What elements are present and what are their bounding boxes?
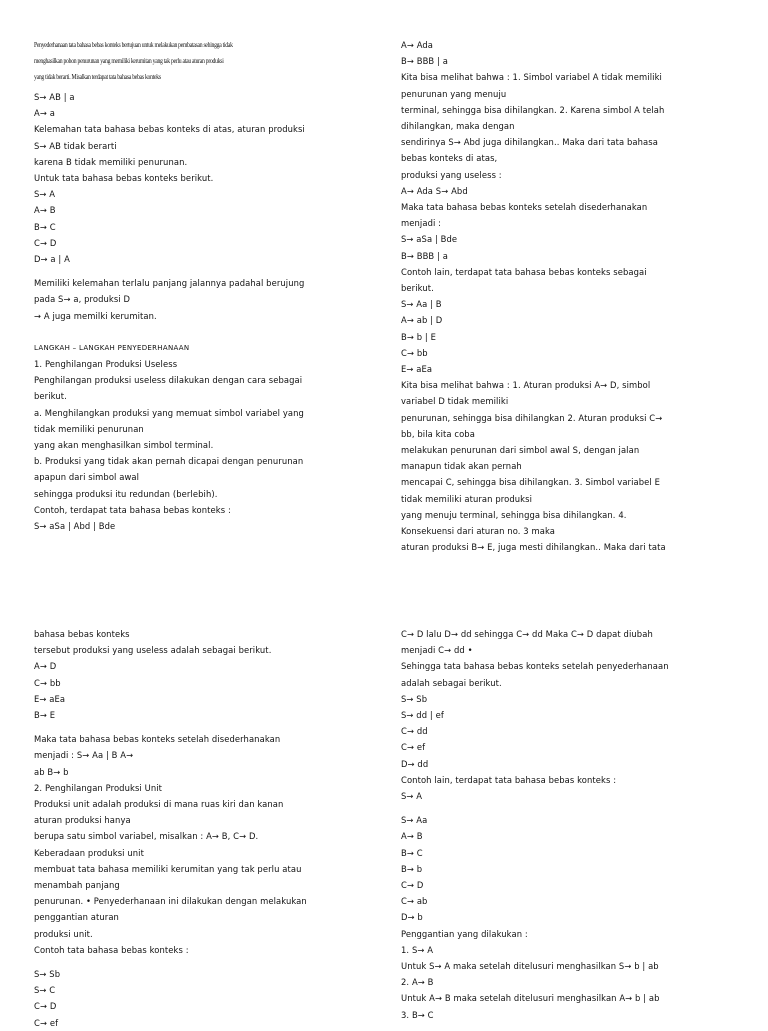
text-line: a. Menghilangkan produksi yang memuat simbol variabel yang xyxy=(34,407,304,418)
column-bottom-right xyxy=(401,626,669,1023)
text-line: B→ E xyxy=(34,710,56,721)
spacer xyxy=(34,958,307,966)
text-line: melakukan penurunan dari simbol awal S, dengan jalan xyxy=(401,445,640,456)
text-line: membuat tata bahasa memiliki kerumitan yang tak perlu atau xyxy=(34,863,302,874)
text-line: Maka tata bahasa bebas konteks setelah disederhanakan xyxy=(34,734,281,745)
text-line: yang akan menghasilkan simbol terminal. xyxy=(34,440,214,451)
text-line: Penghilangan produksi useless dilakukan dengan cara sebagai xyxy=(34,375,303,386)
text-line: 2. A→ B xyxy=(401,977,434,988)
text-line: Konsekuensi dari aturan no. 3 maka xyxy=(401,526,556,537)
text-line: penurunan yang menuju xyxy=(401,88,507,99)
text-line: Contoh lain, terdapat tata bahasa bebas konteks sebagai xyxy=(401,266,647,277)
text-line: B→ b xyxy=(401,863,423,874)
text-line: tidak memiliki penurunan xyxy=(34,423,144,434)
text-line: adalah sebagai berikut. xyxy=(401,677,502,688)
spacer xyxy=(34,324,305,332)
intro-line: Penyederhanaan tata bahasa bebas konteks bertujuan untuk melakukan pembatasan sehingga tidak xyxy=(34,40,233,49)
text-line: 3. B→ C xyxy=(401,1009,434,1020)
spacer xyxy=(34,723,307,731)
text-line: C→ D xyxy=(34,1001,57,1012)
text-line: C→ D xyxy=(401,880,424,891)
text-line: bahasa bebas konteks xyxy=(34,629,130,639)
text-line: A→ B xyxy=(401,831,423,842)
text-line: B→ C xyxy=(34,221,56,232)
text-line: A→ D xyxy=(34,661,57,672)
text-line: Produksi unit adalah produksi di mana ruas kiri dan kanan xyxy=(34,799,284,810)
text-line: manapun tidak akan pernah xyxy=(401,461,522,472)
text-line: A→ a xyxy=(34,108,55,119)
text-line: terminal, sehingga bisa dihilangkan. 2. Karena simbol A telah xyxy=(401,104,665,115)
intro-line: yang tidak berarti. Misalkan terdapat tata bahasa bebas konteks xyxy=(34,72,161,81)
text-line: B→ b | E xyxy=(401,331,436,342)
text-line: A→ B xyxy=(34,205,56,216)
text-line: 1. Penghilangan Produksi Useless xyxy=(34,359,178,370)
text-line: S→ A xyxy=(401,791,423,802)
text-line: S→ C xyxy=(34,985,56,996)
text-line: S→ Sb xyxy=(34,969,61,980)
text-line: berikut. xyxy=(401,283,434,294)
text-line: pada S→ a, produksi D xyxy=(34,294,131,305)
text-line: S→ A xyxy=(34,189,56,200)
text-line: Sehingga tata bahasa bebas konteks setelah penyederhanaan xyxy=(401,661,669,672)
text-line: S→ AB | a xyxy=(34,92,75,102)
text-line: sehingga produksi itu redundan (berlebih). xyxy=(34,488,218,499)
text-line: A→ Ada xyxy=(401,40,434,50)
text-line: D→ b xyxy=(401,912,423,923)
text-line: Untuk A→ B maka setelah ditelusuri menghasilkan A→ b | ab xyxy=(401,993,660,1004)
spacer xyxy=(34,267,305,275)
text-line: apapun dari simbol awal xyxy=(34,472,140,483)
text-line: Keberadaan produksi unit xyxy=(34,847,144,858)
text-line: penurunan, sehingga bisa dihilangkan 2. Aturan produksi C→ xyxy=(401,412,663,423)
text-line: Contoh tata bahasa bebas konteks : xyxy=(34,944,189,955)
text-line: C→ D xyxy=(34,237,57,248)
text-line: dihilangkan, maka dengan xyxy=(401,121,515,132)
text-line: S→ dd | ef xyxy=(401,710,444,721)
text-line: karena B tidak memiliki penurunan. xyxy=(34,156,188,167)
text-line: Kita bisa melihat bahwa : 1. Simbol variabel A tidak memiliki xyxy=(401,72,662,83)
text-line: 2. Penghilangan Produksi Unit xyxy=(34,782,163,793)
text-line: Maka tata bahasa bebas konteks setelah disederhanakan xyxy=(401,202,648,213)
text-line: C→ ef xyxy=(401,742,426,753)
text-line: berupa satu simbol variabel, misalkan : A→ B, C→ D. xyxy=(34,831,259,842)
text-line: B→ BBB | a xyxy=(401,56,448,67)
text-line: menjadi C→ dd • xyxy=(401,645,473,656)
text-line: B→ BBB | a xyxy=(401,250,448,261)
text-line: b. Produksi yang tidak akan pernah dicapai dengan penurunan xyxy=(34,456,304,467)
text-line: S→ Aa | B xyxy=(401,299,442,310)
section-heading: LANGKAH – LANGKAH PENYEDERHANAAN xyxy=(34,343,190,352)
text-block xyxy=(34,89,305,534)
text-line: Kita bisa melihat bahwa : 1. Aturan produksi A→ D, simbol xyxy=(401,380,651,391)
spacer xyxy=(34,332,305,340)
text-line: aturan produksi hanya xyxy=(34,815,131,826)
text-line: aturan produksi B→ E, juga mesti dihilangkan.. Maka dari tata xyxy=(401,542,666,553)
text-line: 1. S→ A xyxy=(401,944,434,955)
text-line: menjadi : S→ Aa | B A→ xyxy=(34,750,134,761)
text-line: E→ aEa xyxy=(34,693,66,704)
text-line: produksi unit. xyxy=(34,928,93,939)
column-top-right xyxy=(401,37,666,556)
text-line: penurunan. • Penyederhanaan ini dilakukan dengan melakukan xyxy=(34,896,307,907)
text-line: S→ Aa xyxy=(401,815,428,826)
text-line: variabel D tidak memiliki xyxy=(401,396,509,407)
text-line: sendirinya S→ Abd juga dihilangkan.. Maka dari tata bahasa xyxy=(401,137,658,148)
intro-paragraph xyxy=(34,37,305,85)
text-line: A→ ab | D xyxy=(401,315,443,326)
text-line: tidak memiliki aturan produksi xyxy=(401,493,532,504)
text-line: menjadi : xyxy=(401,218,442,229)
text-line: Untuk S→ A maka setelah ditelusuri menghasilkan S→ b | ab xyxy=(401,961,659,972)
text-line: S→ aSa | Bde xyxy=(401,234,458,245)
text-line: C→ D lalu D→ dd sehingga C→ dd Maka C→ D dapat diubah xyxy=(401,629,653,639)
text-line: E→ aEa xyxy=(401,364,433,375)
text-line: C→ ef xyxy=(34,1017,59,1028)
text-line: Untuk tata bahasa bebas konteks berikut. xyxy=(34,173,214,184)
text-line: → A juga memilki kerumitan. xyxy=(34,310,157,321)
text-line: S→ AB tidak berarti xyxy=(34,140,117,151)
text-line: berikut. xyxy=(34,391,67,402)
spacer xyxy=(401,804,669,812)
text-line: bebas konteks di atas, xyxy=(401,153,498,164)
text-line: D→ dd xyxy=(401,758,429,769)
text-line: penggantian aturan xyxy=(34,912,119,923)
text-line: Contoh, terdapat tata bahasa bebas konteks : xyxy=(34,504,231,515)
text-line: A→ Ada S→ Abd xyxy=(401,185,468,196)
text-line: Memiliki kelemahan terlalu panjang jalannya padahal berujung xyxy=(34,278,305,289)
column-bottom-left xyxy=(34,626,307,1031)
text-line: C→ bb xyxy=(401,347,428,358)
text-line: C→ bb xyxy=(34,677,61,688)
text-line: Contoh lain, terdapat tata bahasa bebas konteks : xyxy=(401,774,617,785)
text-line: D→ a | A xyxy=(34,254,70,265)
text-line: S→ aSa | Abd | Bde xyxy=(34,521,116,532)
text-line: bb, bila kita coba xyxy=(401,428,475,439)
text-line: B→ C xyxy=(401,847,423,858)
column-top-left xyxy=(34,37,305,534)
intro-line: menghasilkan pohon penurunan yang memiliki kerumitan yang tak perlu atau aturan produksi xyxy=(34,56,224,65)
text-line: produksi yang useless : xyxy=(401,169,502,180)
text-line: menambah panjang xyxy=(34,880,120,891)
text-line: C→ dd xyxy=(401,726,428,737)
text-line: mencapai C, sehingga bisa dihilangkan. 3. Simbol variabel E xyxy=(401,477,661,488)
text-line: yang menuju terminal, sehingga bisa dihilangkan. 4. xyxy=(401,509,627,520)
text-line: ab B→ b xyxy=(34,766,69,777)
text-line: Penggantian yang dilakukan : xyxy=(401,928,528,939)
text-line: tersebut produksi yang useless adalah sebagai berikut. xyxy=(34,645,272,656)
text-line: C→ ab xyxy=(401,896,428,907)
text-line: Kelemahan tata bahasa bebas konteks di atas, aturan produksi xyxy=(34,124,305,135)
text-line: S→ Sb xyxy=(401,693,428,704)
